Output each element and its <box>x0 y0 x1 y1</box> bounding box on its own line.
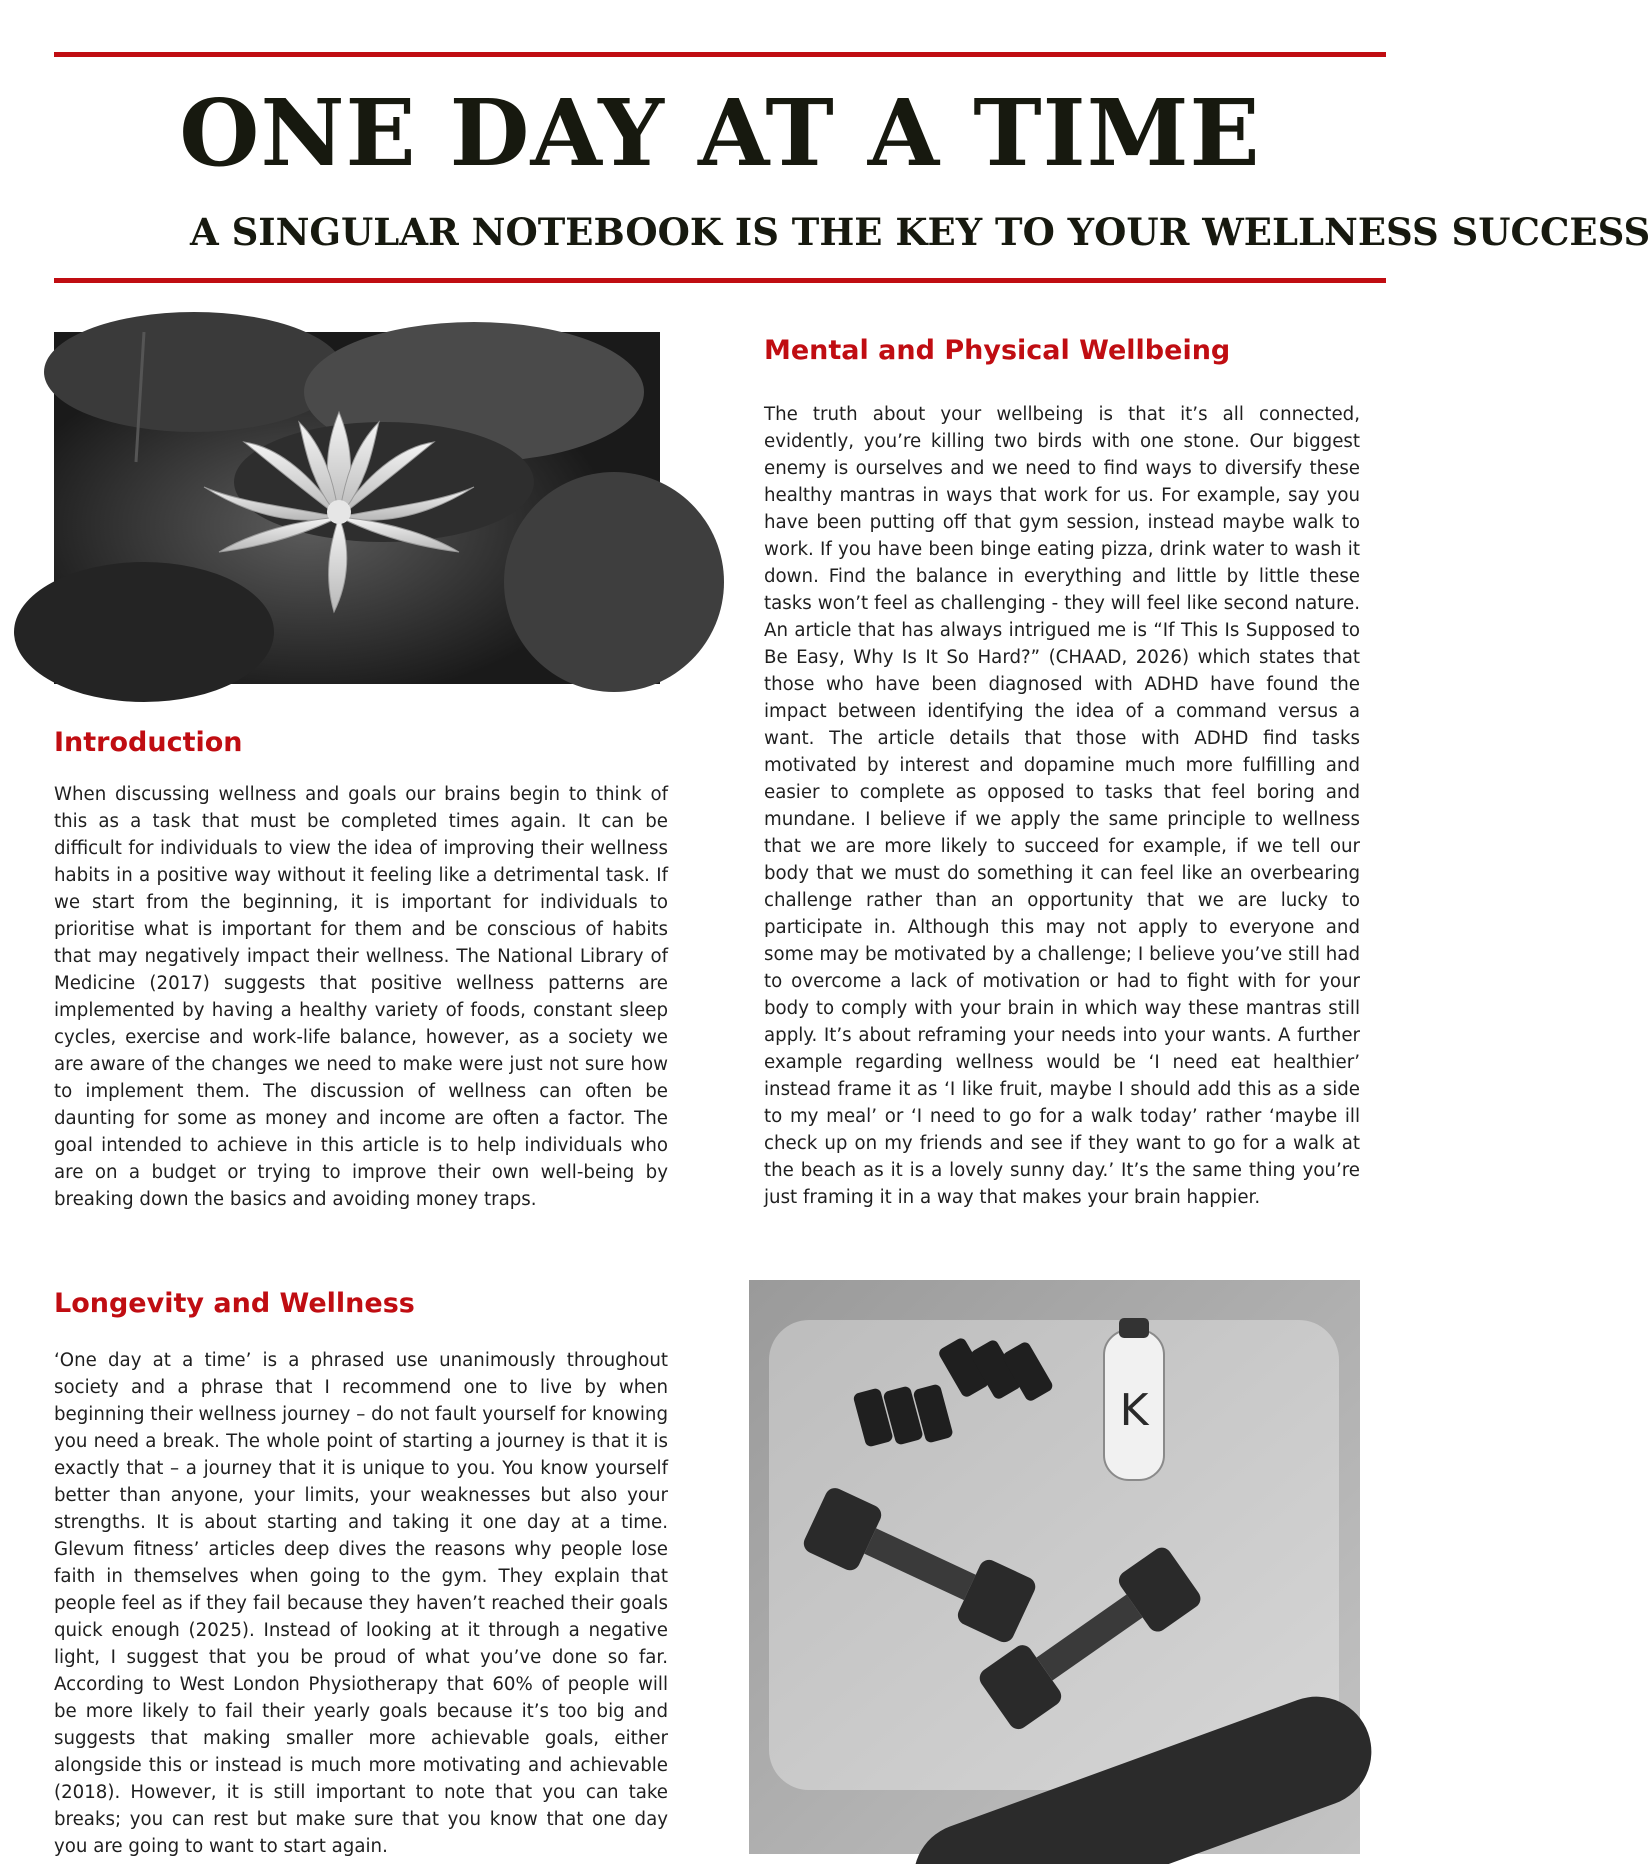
section-heading-introduction: Introduction <box>54 727 243 758</box>
section-heading-mental-physical: Mental and Physical Wellbeing <box>764 335 1231 366</box>
page-title: ONE DAY AT A TIME <box>179 79 1261 187</box>
bottom-rule <box>54 278 1386 283</box>
gym-equipment-photo <box>749 1280 1360 1854</box>
section-heading-longevity: Longevity and Wellness <box>54 1288 415 1319</box>
bottle-letter: K <box>1119 1385 1149 1436</box>
top-rule <box>54 52 1386 57</box>
water-lily-photo <box>54 332 660 684</box>
section-body-introduction: When discussing wellness and goals our brains begin to think of this as a task that must be completed times again. It can be difficult for individuals to view the idea of improving their wellness habits in a positive way without it feeling like a detrimental task. If we start from the beginning, it is important for individuals to prioritise what is important for them and be conscious of habits that may negatively impact their wellness. The National Library of Medicine (2017) suggests that positive wellness patterns are implemented by having a healthy variety of foods, constant sleep cycles, exercise and work-life balance, however, as a society we are aware of the changes we need to make were just not sure how to implement them. The discussion of wellness can often be daunting for some as money and income are often a factor. The goal intended to achieve in this article is to help individuals who are on a budget or trying to improve their own well-being by breaking down the basics and avoiding money traps. <box>54 784 668 1210</box>
page-subtitle: A SINGULAR NOTEBOOK IS THE KEY TO YOUR WELLNESS SUCCESS <box>190 210 1650 254</box>
section-body-mental-physical: The truth about your wellbeing is that it’s all connected, evidently, you’re killing two birds with one stone. Our biggest enemy is ourselves and we need to find ways to diversify these healthy mantras in ways that work for us. For example, say you have been putting off that gym session, instead maybe walk to work. If you have been binge eating pizza, drink water to wash it down. Find the balance in everything and little by little these tasks won’t feel as challenging - they will feel like second nature. An article that has always intrigued me is “If This Is Supposed to Be Easy, Why Is It So Hard?” (CHAAD, 2026) which states that those who have been diagnosed with ADHD have found the impact between identifying the idea of a command versus a want. The article details that those with ADHD find tasks motivated by interest and dopamine much more fulfilling and easier to complete as opposed to tasks that feel boring and mundane. I believe if we apply the same principle to wellness that we are more likely to succeed for example, if we tell our body that we must do something it can feel like an overbearing challenge rather than an opportunity that we are lucky to participate in. Although this may not apply to everyone and some may be motivated by a challenge; I believe you’ve still had to overcome a lack of motivation or had to fight with for your body to comply with your brain in which way these mantras still apply. It’s about reframing your needs into your wants. A further example regarding wellness would be ‘I need eat healthier’ instead frame it as ‘I like fruit, maybe I should add this as a side to my meal’ or ‘I need to go for a walk today’ rather ‘maybe ill check up on my friends and see if they want to go for a walk at the beach as it is a lovely sunny day.’ It’s the same thing you’re just framing it in a way that makes your brain happier. <box>764 404 1360 1208</box>
section-body-longevity: ‘One day at a time’ is a phrased use unanimously throughout society and a phrase that I recommend one to live by when beginning their wellness journey – do not fault yourself for knowing you need a break. The whole point of starting a journey is that it is exactly that – a journey that it is unique to you. You know yourself better than anyone, your limits, your weaknesses but also your strengths. It is about starting and taking it one day at a time. Glevum fitness’ articles deep dives the reasons why people lose faith in themselves when going to the gym. They explain that people feel as if they fail because they haven’t reached their goals quick enough (2025). Instead of looking at it through a negative light, I suggest that you be proud of what you’ve done so far. According to West London Physiotherapy that 60% of people will be more likely to fail their yearly goals because it’s too big and suggests that making smaller more achievable goals, either alongside this or instead is much more motivating and achievable (2018). However, it is still important to note that you can take breaks; you can rest but make sure that you know that one day you are going to want to start again. <box>54 1350 668 1857</box>
